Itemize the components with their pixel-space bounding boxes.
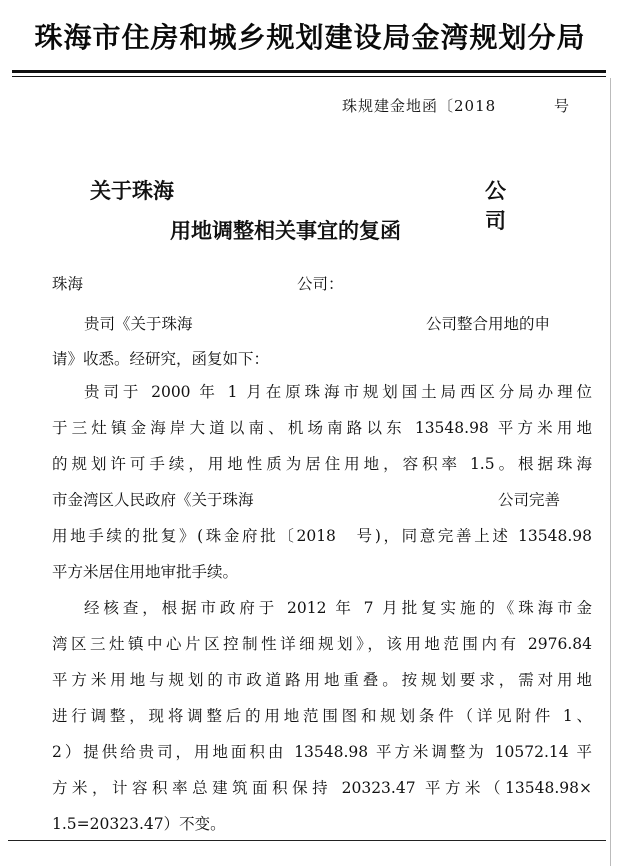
document-number-suffix: 号	[554, 97, 571, 115]
paragraph-3-line-3: 平方米用地与规划的市政道路用地重叠。按规划要求，需对用地	[52, 671, 592, 689]
page-bottom-edge	[8, 840, 606, 841]
paragraph-2-line-1: 贵司于 2000 年 1 月在原珠海市规划国土局西区分局办理位	[84, 383, 592, 401]
document-number	[342, 95, 571, 116]
header-thin-rule	[12, 76, 606, 77]
salutation-right: 公司：	[297, 275, 344, 293]
paragraph-3-line-1: 经核查，根据市政府于 2012 年 7 月批复实施的《珠海市金	[84, 599, 592, 617]
salutation-left: 珠海	[52, 275, 84, 293]
p2-line4-left: 市金湾区人民政府《关于珠海	[52, 491, 254, 509]
paragraph-2-line-2: 于三灶镇金海岸大道以南、机场南路以东 13548.98 平方米用地	[52, 419, 592, 437]
paragraph-2-line-3: 的规划许可手续，用地性质为居住用地，容积率 1.5。根据珠海	[52, 455, 592, 473]
p2-line4-right: 公司完善	[498, 491, 561, 509]
paragraph-2-line-6: 平方米居住用地审批手续。	[52, 563, 239, 581]
document-number-text: 珠规建金地函〔2018	[342, 97, 497, 115]
p1-line1-right: 公司整合用地的申	[426, 315, 551, 333]
paragraph-2-line-4	[52, 488, 592, 510]
paragraph-3-line-2: 湾区三灶镇中心片区控制性详细规划》，该用地范围内有 2976.84	[52, 635, 592, 653]
paragraph-3-line-4: 进行调整，现将调整后的用地范围图和规划条件（详见附件 1、	[52, 707, 592, 725]
title-line-1-right: 公司	[485, 179, 506, 233]
title-line-2: 用地调整相关事宜的复函	[170, 219, 401, 243]
title-line-1-left: 关于珠海	[90, 179, 174, 203]
paragraph-2-line-5: 用地手续的批复》(珠金府批〔2018 号)，同意完善上述 13548.98	[52, 527, 592, 545]
paragraph-1-line-2: 请》收悉。经研究，函复如下：	[52, 350, 270, 368]
paragraph-3-line-5: 2）提供给贵司，用地面积由 13548.98 平方米调整为 10572.14 平	[52, 743, 592, 761]
paragraph-1-line-1	[84, 312, 592, 334]
paragraph-3-line-6: 方米，计容积率总建筑面积保持 20323.47 平方米（13548.98×	[52, 779, 592, 797]
header-thick-rule	[12, 70, 606, 73]
page-right-edge	[610, 78, 611, 866]
p1-line1-left: 贵司《关于珠海	[84, 315, 193, 333]
paragraph-3-line-7: 1.5=20323.47）不变。	[52, 815, 226, 833]
agency-header: 珠海市住房和城乡规划建设局金湾规划分局	[34, 21, 586, 54]
salutation	[52, 272, 592, 294]
